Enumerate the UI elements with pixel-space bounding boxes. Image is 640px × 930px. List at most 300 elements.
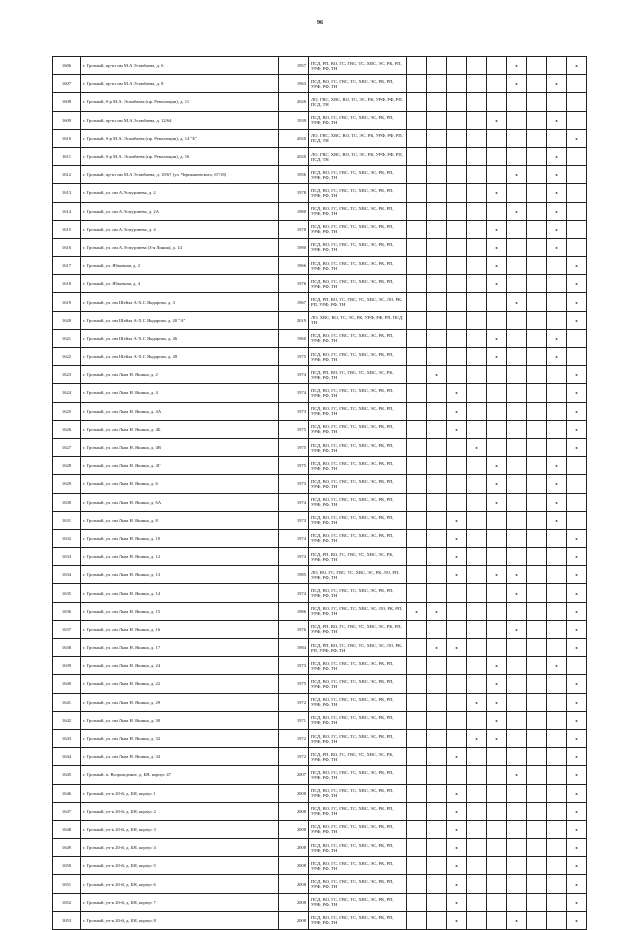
mark-cell	[567, 111, 587, 129]
mark-cell	[407, 420, 427, 438]
address-cell: г. Грозный, уч-к 20-й, д. БН, корпус 2	[81, 802, 279, 820]
mark-cell	[427, 511, 447, 529]
mark-cell: x	[507, 584, 527, 602]
mark-cell	[487, 384, 507, 402]
table-body	[53, 57, 587, 930]
works-list-cell: ЛО, ВО, ГС, ГВС, ТС, ХВС, ЭС, РК, ЛО, РП, УРФ, РФ, ТН	[309, 566, 407, 584]
address-cell: г. Грозный, ул. им Льва Н. Яшина, д. 29	[81, 693, 279, 711]
mark-cell	[467, 748, 487, 766]
mark-cell	[547, 529, 567, 547]
table-row	[53, 457, 587, 475]
mark-cell	[467, 238, 487, 256]
mark-cell	[547, 729, 567, 747]
mark-cell	[547, 893, 567, 911]
row-number: 1637	[53, 620, 81, 638]
table-row	[53, 220, 587, 238]
mark-cell	[467, 493, 487, 511]
mark-cell	[407, 457, 427, 475]
mark-cell	[487, 602, 507, 620]
mark-cell	[467, 875, 487, 893]
mark-cell	[467, 202, 487, 220]
mark-cell	[467, 129, 487, 147]
works-list-cell: ПСД, ВО, ГС, ГВС, ТС, ХВС, ЭС, РК, РП, УРФ, РФ, ТН	[309, 384, 407, 402]
mark-cell	[507, 493, 527, 511]
address-cell: г. Грозный, ул. им Льва Н. Яшина, д. 4	[81, 384, 279, 402]
mark-cell: x	[467, 693, 487, 711]
mark-cell: x	[547, 111, 567, 129]
works-list-cell: ПСД, ВО, ГС, ГВС, ТС, ХВС, ЭС, РК, РП, УРФ, РФ, ТН	[309, 729, 407, 747]
mark-cell	[507, 311, 527, 329]
mark-cell	[407, 911, 427, 929]
mark-cell: x	[547, 511, 567, 529]
mark-cell	[427, 75, 447, 93]
mark-cell	[427, 766, 447, 784]
address-cell: г. Грозный, уч-к 20-й, д. БН, корпус 3	[81, 820, 279, 838]
mark-cell	[427, 911, 447, 929]
table-row	[53, 238, 587, 256]
mark-cell	[427, 293, 447, 311]
mark-cell	[527, 93, 547, 111]
table-row	[53, 857, 587, 875]
mark-cell	[447, 493, 467, 511]
mark-cell	[467, 657, 487, 675]
mark-cell: x	[447, 384, 467, 402]
year-cell: 1973	[279, 657, 309, 675]
mark-cell	[487, 766, 507, 784]
mark-cell: x	[447, 639, 467, 657]
address-cell: г. Грозный, ул. им Льва Н. Яшина, д. 6	[81, 475, 279, 493]
mark-cell	[567, 202, 587, 220]
works-list-cell: ПСД, ВО, ГС, ГВС, ТС, ХВС, ЭС, РК, РП, УРФ, РФ, ТН	[309, 675, 407, 693]
year-cell: 1974	[279, 384, 309, 402]
mark-cell	[487, 293, 507, 311]
address-cell: г. Грозный, ул. им Льва Н. Яшина, д. 4В	[81, 438, 279, 456]
works-list-cell: ПСД, ВО, ГС, ГВС, ТС, ХВС, ЭС, РК, РП, УРФ, РФ, ТН	[309, 475, 407, 493]
mark-cell	[407, 202, 427, 220]
mark-cell: x	[407, 602, 427, 620]
mark-cell	[527, 348, 547, 366]
mark-cell	[547, 675, 567, 693]
mark-cell	[547, 584, 567, 602]
mark-cell: x	[447, 566, 467, 584]
year-cell: 1985	[279, 566, 309, 584]
mark-cell	[447, 184, 467, 202]
row-number: 1627	[53, 438, 81, 456]
mark-cell: x	[567, 311, 587, 329]
mark-cell	[527, 147, 547, 165]
works-list-cell: ПСД, ВО, ГС, ГВС, ТС, ХВС, ЭС, РК, РП, УРФ, РФ, ТН	[309, 275, 407, 293]
mark-cell	[507, 784, 527, 802]
year-cell: 1972	[279, 748, 309, 766]
mark-cell: x	[567, 875, 587, 893]
table-row	[53, 911, 587, 929]
row-number: 1613	[53, 184, 81, 202]
address-cell: г. Грозный, ул. Ябкачная, д. 2	[81, 257, 279, 275]
mark-cell	[427, 57, 447, 75]
mark-cell	[467, 402, 487, 420]
address-cell: г. Грозный, пр-кт им М.А Эсамбаева, д. 8	[81, 75, 279, 93]
table-row	[53, 257, 587, 275]
mark-cell: x	[567, 711, 587, 729]
row-number: 1616	[53, 238, 81, 256]
mark-cell: x	[447, 548, 467, 566]
mark-cell	[407, 438, 427, 456]
mark-cell	[527, 275, 547, 293]
works-list-cell: ПСД, ВО, ГС, ГВС, ТС, ХВС, ЭС, РК, РП, УРФ, РФ, ТН	[309, 238, 407, 256]
mark-cell: x	[547, 166, 567, 184]
mark-cell	[487, 875, 507, 893]
mark-cell	[527, 402, 547, 420]
mark-cell: x	[447, 911, 467, 929]
year-cell: 1975	[279, 675, 309, 693]
mark-cell	[447, 438, 467, 456]
mark-cell: x	[447, 420, 467, 438]
mark-cell	[527, 639, 547, 657]
row-number: 1633	[53, 548, 81, 566]
mark-cell	[407, 275, 427, 293]
mark-cell: x	[487, 238, 507, 256]
mark-cell	[567, 329, 587, 347]
works-list-cell: ЛО, ГВС, ХВС, ВО, ТС, ЭС, РК, УРФ, РФ, РП, ПСД, ТН	[309, 147, 407, 165]
works-list-cell: ПСД, ВО, ГС, ГВС, ТС, ХВС, ЭС, РК, РП, УРФ, РФ, ТН	[309, 329, 407, 347]
address-cell: г. Грозный, ул. им Льва Н. Яшина, д. 30	[81, 711, 279, 729]
year-cell: 1974	[279, 548, 309, 566]
address-cell: г. Грозный, ул. Ябкачная, д. 4	[81, 275, 279, 293]
table-row	[53, 693, 587, 711]
table-row	[53, 493, 587, 511]
mark-cell	[507, 875, 527, 893]
mark-cell: x	[567, 584, 587, 602]
mark-cell	[447, 475, 467, 493]
mark-cell	[507, 693, 527, 711]
row-number: 1625	[53, 402, 81, 420]
mark-cell	[567, 511, 587, 529]
mark-cell	[527, 57, 547, 75]
mark-cell	[467, 529, 487, 547]
works-list-cell: ПСД, ВО, ГС, ГВС, ТС, ХВС, ЭС, РК, РП, УРФ, РФ, ТН	[309, 529, 407, 547]
mark-cell	[507, 238, 527, 256]
mark-cell	[487, 511, 507, 529]
mark-cell: x	[567, 438, 587, 456]
mark-cell	[527, 548, 547, 566]
mark-cell	[427, 402, 447, 420]
mark-cell	[507, 529, 527, 547]
mark-cell	[407, 893, 427, 911]
year-cell: 1980	[279, 202, 309, 220]
mark-cell	[467, 548, 487, 566]
mark-cell	[427, 802, 447, 820]
table-row	[53, 766, 587, 784]
mark-cell: x	[487, 729, 507, 747]
year-cell: 1956	[279, 166, 309, 184]
address-cell: г. Грозный, уч-к 20-й, д. БН, корпус 7	[81, 893, 279, 911]
mark-cell	[447, 57, 467, 75]
mark-cell	[447, 620, 467, 638]
mark-cell	[567, 220, 587, 238]
mark-cell: x	[547, 457, 567, 475]
mark-cell	[547, 366, 567, 384]
row-number: 1629	[53, 475, 81, 493]
mark-cell	[487, 366, 507, 384]
mark-cell: x	[447, 839, 467, 857]
mark-cell	[507, 802, 527, 820]
mark-cell	[467, 311, 487, 329]
address-cell: г. Грозный, ул. им Льва Н. Яшина, д. 24	[81, 657, 279, 675]
mark-cell	[467, 275, 487, 293]
mark-cell: x	[567, 748, 587, 766]
mark-cell: x	[547, 348, 567, 366]
mark-cell	[407, 329, 427, 347]
works-list-cell: ПСД, ВО, ГС, ГВС, ТС, ХВС, ЭС, РК, РП, УРФ, РФ, ТН	[309, 657, 407, 675]
row-number: 1611	[53, 147, 81, 165]
mark-cell	[467, 457, 487, 475]
mark-cell	[467, 893, 487, 911]
mark-cell	[507, 820, 527, 838]
mark-cell	[547, 402, 567, 420]
mark-cell	[467, 784, 487, 802]
page-number: 96	[317, 20, 323, 26]
address-cell: г. Грозный, ул. им Льва Н. Яшина, д. 16	[81, 620, 279, 638]
mark-cell: x	[567, 420, 587, 438]
mark-cell	[427, 475, 447, 493]
year-cell: 1975	[279, 420, 309, 438]
mark-cell	[487, 893, 507, 911]
mark-cell	[427, 220, 447, 238]
mark-cell	[507, 457, 527, 475]
mark-cell	[487, 802, 507, 820]
row-number: 1648	[53, 820, 81, 838]
mark-cell	[447, 329, 467, 347]
mark-cell	[407, 857, 427, 875]
mark-cell	[567, 493, 587, 511]
row-number: 1622	[53, 348, 81, 366]
mark-cell: x	[487, 493, 507, 511]
mark-cell	[567, 166, 587, 184]
mark-cell	[427, 729, 447, 747]
mark-cell: x	[567, 766, 587, 784]
year-cell: 1973	[279, 511, 309, 529]
mark-cell: x	[567, 857, 587, 875]
mark-cell	[487, 639, 507, 657]
mark-cell	[407, 166, 427, 184]
mark-cell	[487, 402, 507, 420]
table-row	[53, 802, 587, 820]
mark-cell	[547, 748, 567, 766]
mark-cell	[487, 548, 507, 566]
mark-cell	[547, 129, 567, 147]
mark-cell	[527, 620, 547, 638]
mark-cell	[427, 93, 447, 111]
mark-cell: x	[547, 220, 567, 238]
mark-cell	[527, 566, 547, 584]
year-cell: 2019	[279, 311, 309, 329]
mark-cell	[407, 639, 427, 657]
mark-cell: x	[567, 129, 587, 147]
works-list-cell: ЛО, ГВС, ХВС, ВО, ТС, ЭС, РК, УРФ, РФ, РП, ПСД, ТН	[309, 129, 407, 147]
mark-cell	[427, 384, 447, 402]
row-number: 1632	[53, 529, 81, 547]
year-cell: 1975	[279, 348, 309, 366]
mark-cell: x	[487, 111, 507, 129]
address-cell: г. Грозный, ул. им А.Эсмурзиева (З-я Линия), д. 14	[81, 238, 279, 256]
mark-cell	[407, 366, 427, 384]
table-row	[53, 311, 587, 329]
table-row	[53, 293, 587, 311]
year-cell: 1971	[279, 711, 309, 729]
year-cell: 2008	[279, 802, 309, 820]
address-cell: г. Грозный, ул. им Льва Н. Яшина, д. 10	[81, 529, 279, 547]
mark-cell	[467, 147, 487, 165]
row-number: 1645	[53, 766, 81, 784]
mark-cell	[427, 129, 447, 147]
mark-cell	[467, 420, 487, 438]
mark-cell	[427, 693, 447, 711]
mark-cell: x	[487, 220, 507, 238]
mark-cell	[427, 275, 447, 293]
mark-cell: x	[547, 184, 567, 202]
works-list-cell: ПСД, ВО, ГС, ГВС, ТС, ХВС, ЭС, РК, РП, УРФ, РФ, ТН	[309, 820, 407, 838]
mark-cell: x	[507, 766, 527, 784]
mark-cell: x	[467, 438, 487, 456]
works-list-cell: ПСД, ВО, ГС, ГВС, ТС, ХВС, ЭС, РК, РП, УРФ, РФ, ТН	[309, 802, 407, 820]
row-number: 1638	[53, 639, 81, 657]
mark-cell	[487, 93, 507, 111]
mark-cell: x	[507, 620, 527, 638]
works-list-cell: ПСД, РП, ВО, ГС, ГВС, ТС, ХВС, ЭС, РК, РП, УРФ, РФ, ТН	[309, 620, 407, 638]
mark-cell	[447, 693, 467, 711]
mark-cell	[567, 238, 587, 256]
mark-cell	[527, 911, 547, 929]
table-row	[53, 748, 587, 766]
mark-cell	[407, 111, 427, 129]
mark-cell	[427, 820, 447, 838]
mark-cell	[567, 184, 587, 202]
mark-cell	[567, 475, 587, 493]
mark-cell	[507, 257, 527, 275]
mark-cell: x	[487, 329, 507, 347]
mark-cell: x	[467, 729, 487, 747]
works-list-cell: ПСД, ВО, ГС, ГВС, ТС, ХВС, ЭС, РК, РП, УРФ, РФ, ТН	[309, 893, 407, 911]
address-cell: г. Грозный, ул. им Льва Н. Яшина, д. 22	[81, 675, 279, 693]
works-list-cell: ПСД, ВО, ГС, ГВС, ТС, ХВС, ЭС, РК, РП, УРФ, РФ, ТН	[309, 402, 407, 420]
year-cell: 2008	[279, 911, 309, 929]
mark-cell	[467, 329, 487, 347]
mark-cell	[427, 238, 447, 256]
row-number: 1614	[53, 202, 81, 220]
mark-cell	[447, 457, 467, 475]
mark-cell	[527, 693, 547, 711]
mark-cell	[507, 839, 527, 857]
table-row	[53, 584, 587, 602]
mark-cell	[507, 220, 527, 238]
mark-cell	[427, 111, 447, 129]
year-cell: 1976	[279, 620, 309, 638]
table-row	[53, 75, 587, 93]
mark-cell	[427, 620, 447, 638]
table-row	[53, 438, 587, 456]
mark-cell: x	[487, 675, 507, 693]
mark-cell	[547, 566, 567, 584]
table-row	[53, 184, 587, 202]
year-cell: 1980	[279, 238, 309, 256]
row-number: 1608	[53, 93, 81, 111]
mark-cell	[407, 493, 427, 511]
mark-cell: x	[567, 257, 587, 275]
mark-cell	[487, 784, 507, 802]
year-cell: 2008	[279, 875, 309, 893]
works-list-cell: ПСД, ВО, ГС, ГВС, ТС, ХВС, ЭС, РК, РП, УРФ, РФ, ТН	[309, 911, 407, 929]
mark-cell: x	[547, 75, 567, 93]
works-list-cell: ПСД, ВО, ГС, ГВС, ТС, ХВС, ЭС, ЛО, РК, РП, УРФ, РФ, ТН	[309, 602, 407, 620]
address-cell: г. Грозный, уч-к 20-й, д. БН, корпус 8	[81, 911, 279, 929]
mark-cell	[427, 839, 447, 857]
mark-cell	[487, 857, 507, 875]
mark-cell	[487, 129, 507, 147]
mark-cell: x	[567, 366, 587, 384]
mark-cell	[527, 457, 547, 475]
mark-cell	[547, 839, 567, 857]
address-cell: г. Грозный, ул. им А.Эсмурзиева, д. 4	[81, 220, 279, 238]
table-row	[53, 111, 587, 129]
mark-cell: x	[447, 875, 467, 893]
mark-cell: x	[547, 657, 567, 675]
address-cell: г. Грозный, ул. им Шейха А-Х.С Яндарова, д. 28	[81, 348, 279, 366]
mark-cell	[407, 875, 427, 893]
mark-cell	[547, 911, 567, 929]
mark-cell	[507, 657, 527, 675]
row-number: 1651	[53, 875, 81, 893]
mark-cell	[507, 475, 527, 493]
mark-cell	[527, 184, 547, 202]
mark-cell	[547, 639, 567, 657]
row-number: 1617	[53, 257, 81, 275]
mark-cell	[507, 748, 527, 766]
mark-cell	[527, 293, 547, 311]
mark-cell	[467, 911, 487, 929]
row-number: 1646	[53, 784, 81, 802]
works-list-cell: ПСД, ВО, ГС, ГВС, ТС, ХВС, ЭС, РК, РП, УРФ, РФ, ТН	[309, 220, 407, 238]
mark-cell	[527, 202, 547, 220]
mark-cell	[527, 675, 547, 693]
mark-cell	[467, 620, 487, 638]
row-number: 1631	[53, 511, 81, 529]
mark-cell: x	[567, 384, 587, 402]
year-cell: 1960	[279, 329, 309, 347]
mark-cell: x	[487, 475, 507, 493]
mark-cell	[507, 147, 527, 165]
address-cell: г. Грозный, ул. им Льва Н. Яшина, д. 12	[81, 548, 279, 566]
mark-cell	[467, 293, 487, 311]
mark-cell: x	[547, 475, 567, 493]
mark-cell	[527, 529, 547, 547]
year-cell: 1974	[279, 493, 309, 511]
mark-cell	[467, 384, 487, 402]
mark-cell	[407, 784, 427, 802]
mark-cell	[407, 147, 427, 165]
mark-cell: x	[427, 602, 447, 620]
mark-cell	[527, 475, 547, 493]
works-list-cell: ПСД, РП, ВО, ГС, ГВС, ТС, ХВС, ЭС, РК, УРФ, РФ, ТН	[309, 548, 407, 566]
address-cell: г. Грозный, ул. им Льва Н. Яшина, д. 34	[81, 748, 279, 766]
row-number: 1607	[53, 75, 81, 93]
mark-cell	[487, 57, 507, 75]
address-cell: г. Грозный, пр-кт им М.А Эсамбаева, д. 12/64	[81, 111, 279, 129]
row-number: 1621	[53, 329, 81, 347]
mark-cell	[467, 93, 487, 111]
mark-cell	[527, 602, 547, 620]
table-row	[53, 820, 587, 838]
row-number: 1610	[53, 129, 81, 147]
